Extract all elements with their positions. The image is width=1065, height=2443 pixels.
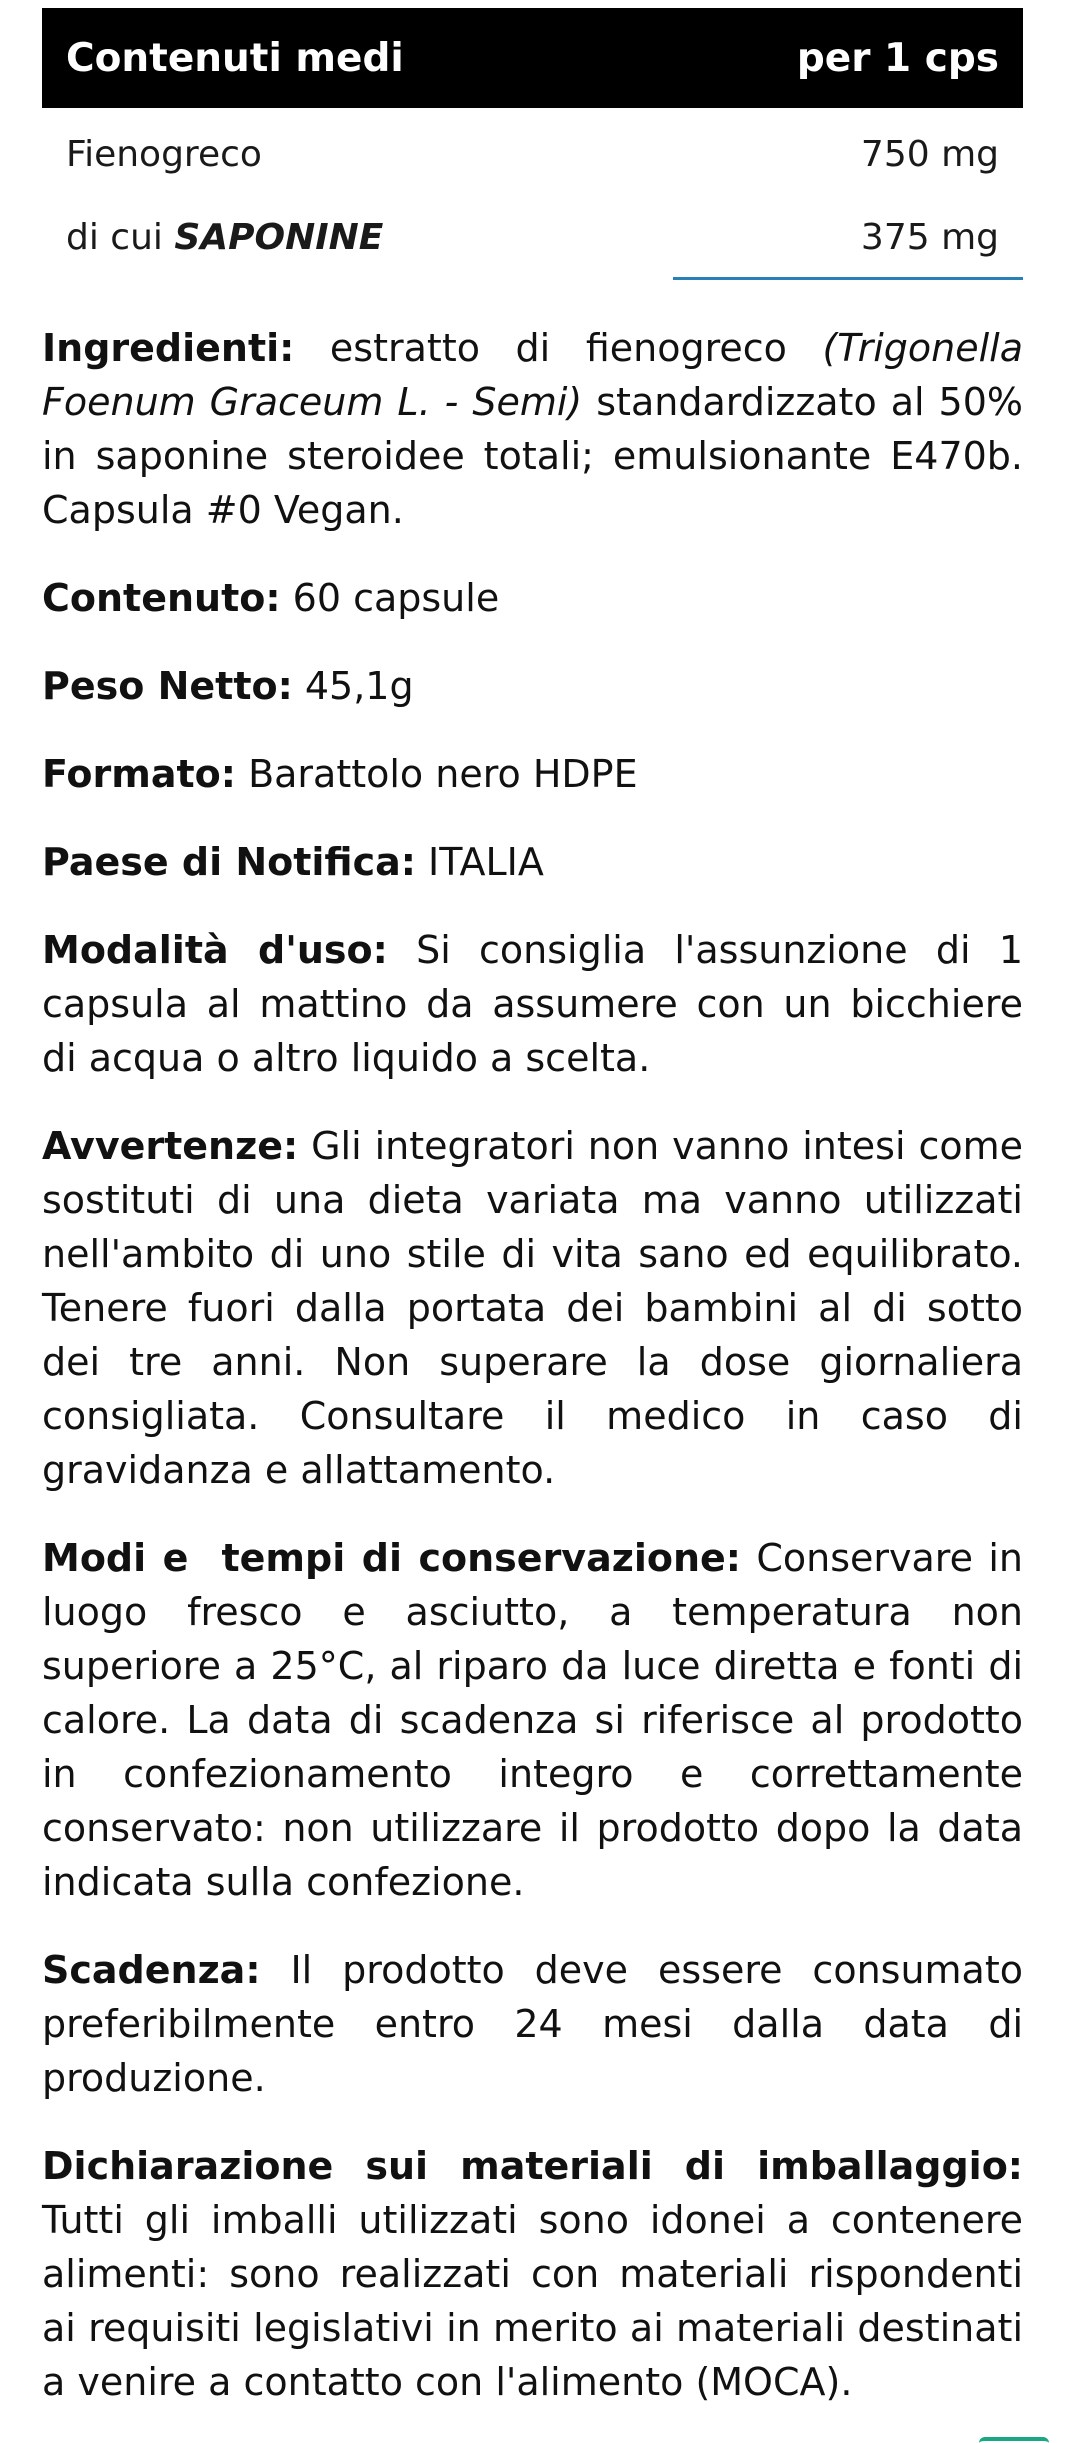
imballaggio-label: Dichiarazione sui materiali di imballaggio: [42, 2144, 1023, 2188]
paese-notifica-label: Paese di Notifica: [42, 840, 416, 884]
botanical-name: (Trigonella Foenum Graceum L. - Semi) [42, 326, 1023, 424]
saponine-emphasis: SAPONINE [174, 216, 384, 258]
peso-netto-label: Peso Netto: [42, 664, 293, 708]
avvertenze-label: Avvertenze: [42, 1124, 299, 1168]
formato-label: Formato: [42, 752, 236, 796]
peso-netto-section: Peso Netto: 45,1g [42, 664, 414, 708]
corner-arc-icon [979, 2437, 1049, 2443]
avvertenze-section: Avvertenze: Gli integratori non vanno intesi come sostituti di una dieta variata ma vanno utilizzati nell'ambito di uno stile di vita sano ed equilibrato. Tenere fuori dalla portata dei bambini al di sotto dei tre anni. Non superare la dose giornaliera consigliata. Consultare il medico in caso di gravidanza e allattamento. [42, 1124, 1023, 1492]
ingredienti-label: Ingredienti: [42, 326, 295, 370]
conservazione-section: Modi e tempi di conservazione: Conservare in luogo fresco e asciutto, a temperatura non superiore a 25°C, al riparo da luce diretta e fonti di calore. La data di scadenza si riferisce al prodotto in confezionamento integro e correttamente conservato: non utilizzare il prodotto dopo la data indicata sulla confezione. [42, 1536, 1023, 1904]
row-name: di cui SAPONINE [66, 216, 384, 258]
contenuto-section: Contenuto: 60 capsule [42, 576, 500, 620]
nutrition-table [42, 8, 1023, 280]
table-header-row [42, 8, 1023, 108]
header-contents: Contenuti medi [42, 8, 637, 108]
row-name: Fienogreco [66, 133, 262, 175]
scadenza-label: Scadenza: [42, 1948, 261, 1992]
contenuto-label: Contenuto: [42, 576, 281, 620]
header-per-capsule: per 1 cps [637, 8, 1023, 108]
table-row [42, 194, 1023, 280]
paese-notifica-section: Paese di Notifica: ITALIA [42, 840, 544, 884]
row-amount: 750 mg [860, 133, 999, 175]
modalita-uso-section: Modalità d'uso: Si consiglia l'assunzione di 1 capsula al mattino da assumere con un bicchiere di acqua o altro liquido a scelta. [42, 928, 1023, 1080]
imballaggio-section: Dichiarazione sui materiali di imballaggio: Tutti gli imballi utilizzati sono idonei a contenere alimenti: sono realizzati con materiali rispondenti ai requisiti legislativi in merito ai materiali destinati a venire a contatto con l'alimento (MOCA). [42, 2144, 1023, 2404]
row-amount: 375 mg [860, 216, 999, 258]
header-accent-line [42, 280, 1023, 283]
conservazione-label: Modi e tempi di conservazione: [42, 1536, 741, 1580]
ingredienti-section: Ingredienti: estratto di fienogreco (Trigonella Foenum Graceum L. - Semi) standardizzato al 50% in saponine steroidee totali; emulsionante E470b. Capsula #0 Vegan. [42, 326, 1024, 532]
table-row [42, 108, 1023, 194]
modalita-uso-label: Modalità d'uso: [42, 928, 388, 972]
formato-section: Formato: Barattolo nero HDPE [42, 752, 638, 796]
scadenza-section: Scadenza: Il prodotto deve essere consumato preferibilmente entro 24 mesi dalla data di produzione. [42, 1948, 1023, 2100]
